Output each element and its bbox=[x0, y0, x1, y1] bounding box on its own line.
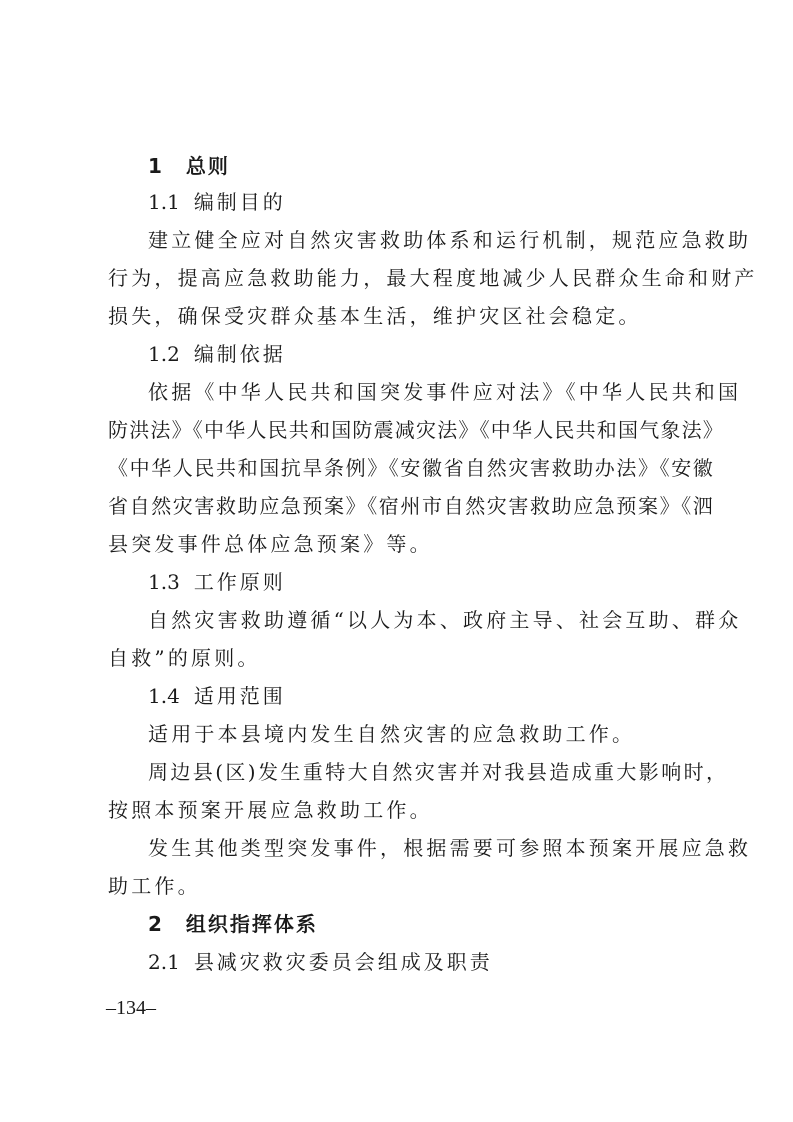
section-title: 总则 bbox=[185, 154, 230, 178]
section-title: 适用范围 bbox=[193, 684, 286, 708]
section-title: 编制目的 bbox=[193, 190, 286, 214]
section-heading-1-1 bbox=[148, 188, 698, 218]
paragraph-line: 县突发事件总体应急预案》等。 bbox=[108, 532, 433, 556]
section-number: 2.1 bbox=[148, 950, 180, 974]
paragraph-line: 发生其他类型突发事件，根据需要可参照本预案开展应急救 bbox=[148, 836, 752, 860]
paragraph-line: 周边县(区)发生重特大自然灾害并对我县造成重大影响时， bbox=[148, 760, 729, 784]
section-title: 组织指挥体系 bbox=[185, 912, 318, 936]
paragraph-line: 《中华人民共和国抗旱条例》《安徽省自然灾害救助办法》《安徽 bbox=[108, 456, 715, 480]
paragraph-line: 助工作。 bbox=[108, 874, 201, 898]
section-heading-1-4 bbox=[148, 682, 698, 712]
paragraph-line: 损失，确保受灾群众基本生活，维护灾区社会稳定。 bbox=[108, 304, 642, 328]
paragraph-line: 依据《中华人民共和国突发事件应对法》《中华人民共和国 bbox=[148, 380, 742, 404]
section-number: 1.2 bbox=[148, 342, 180, 366]
paragraph-line: 省自然灾害救助应急预案》《宿州市自然灾害救助应急预案》《泗 bbox=[108, 494, 715, 518]
paragraph-line: 适用于本县境内发生自然灾害的应急救助工作。 bbox=[148, 722, 636, 746]
section-heading-1-2 bbox=[148, 340, 698, 370]
paragraph-line: 自然灾害救助遵循“以人为本、政府主导、社会互助、群众 bbox=[148, 608, 742, 632]
section-number: 1.4 bbox=[148, 684, 180, 708]
page-number: –134– bbox=[106, 997, 156, 1019]
paragraph-line: 按照本预案开展应急救助工作。 bbox=[108, 798, 433, 822]
section-title: 县减灾救灾委员会组成及职责 bbox=[193, 950, 493, 974]
paragraph-line: 防洪法》《中华人民共和国防震减灾法》《中华人民共和国气象法》 bbox=[108, 418, 724, 442]
section-heading-2 bbox=[148, 910, 698, 940]
section-number: 2 bbox=[148, 912, 164, 936]
section-heading-1 bbox=[148, 152, 698, 182]
section-number: 1.1 bbox=[148, 190, 180, 214]
section-heading-2-1 bbox=[148, 948, 698, 978]
section-number: 1 bbox=[148, 154, 164, 178]
section-title: 编制依据 bbox=[193, 342, 286, 366]
paragraph-line: 建立健全应对自然灾害救助体系和运行机制，规范应急救助 bbox=[148, 228, 752, 252]
section-number: 1.3 bbox=[148, 570, 180, 594]
paragraph-line: 自救”的原则。 bbox=[108, 646, 261, 670]
section-title: 工作原则 bbox=[193, 570, 286, 594]
paragraph-line: 行为，提高应急救助能力，最大程度地减少人民群众生命和财产 bbox=[108, 266, 758, 290]
section-heading-1-3 bbox=[148, 568, 698, 598]
